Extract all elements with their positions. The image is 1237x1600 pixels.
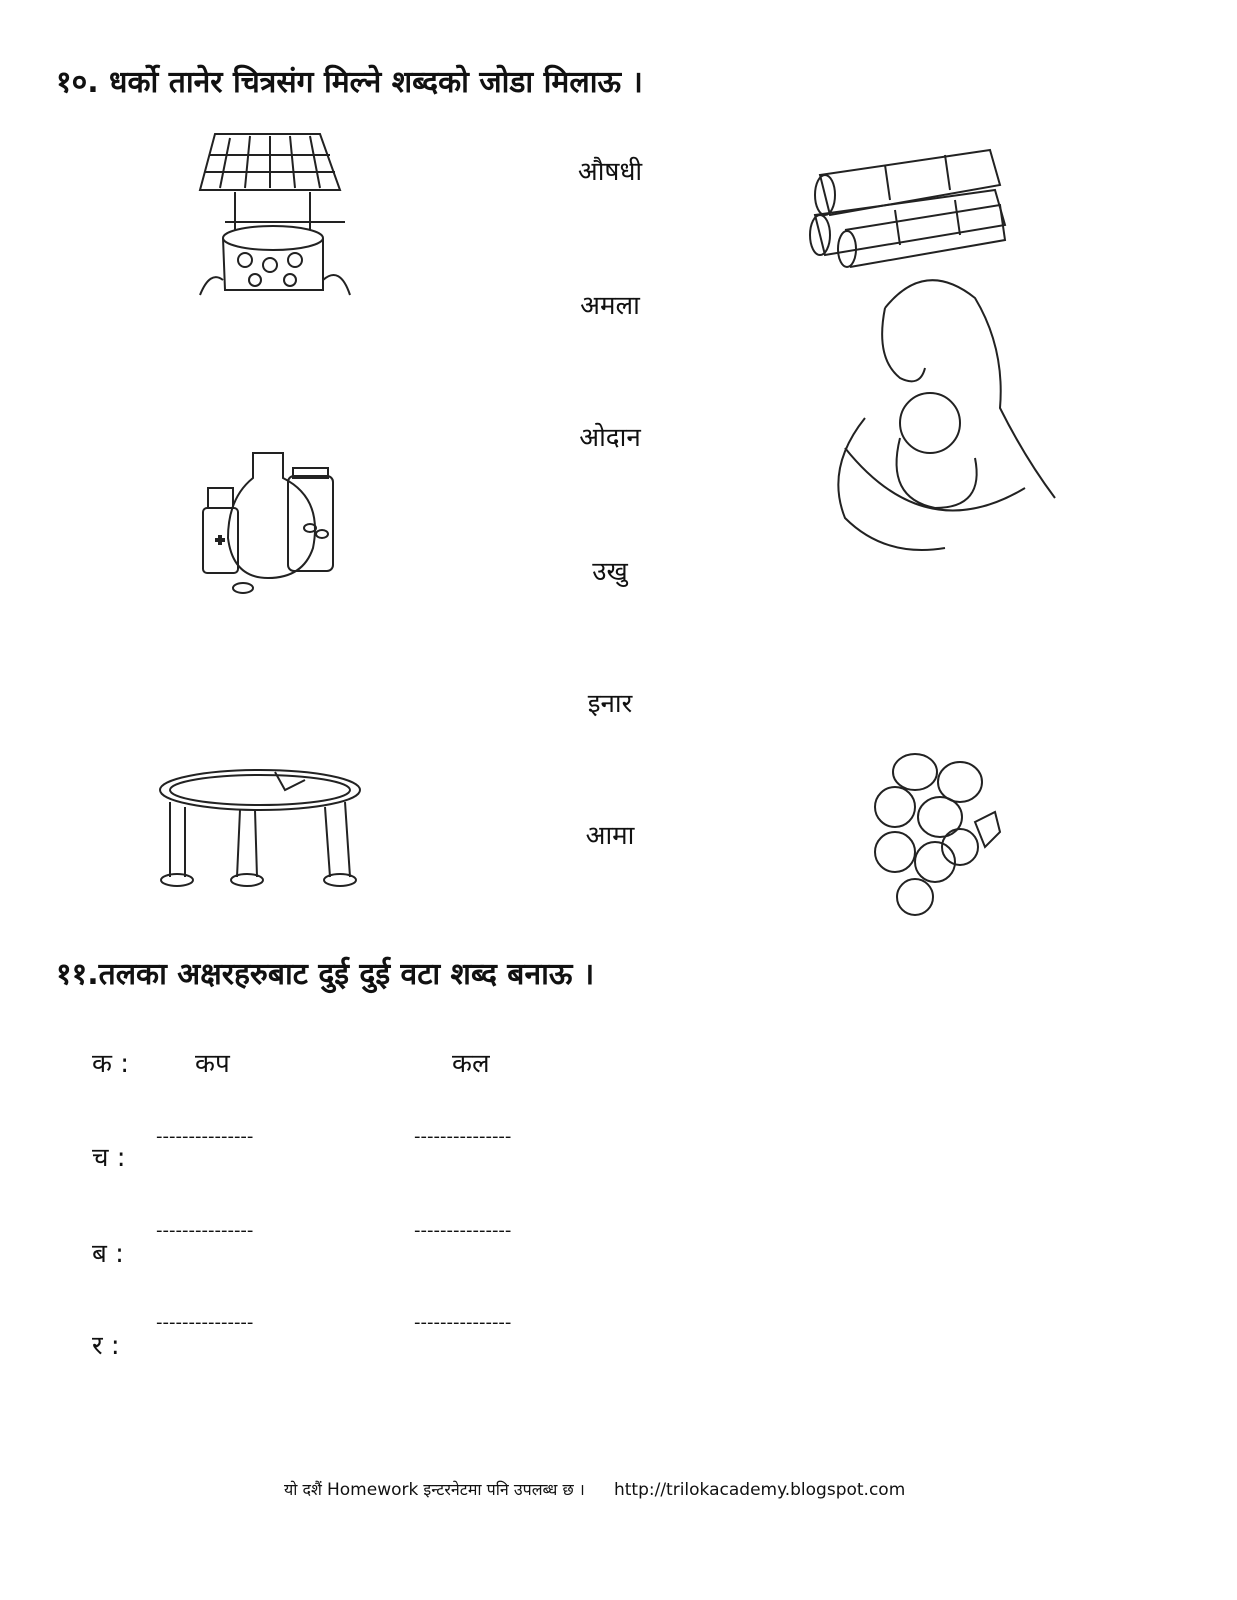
answer-blank-2[interactable]: ---------------	[414, 1126, 512, 1147]
mother-and-baby-picture	[825, 268, 1060, 558]
question-11-heading: ११.तलका अक्षरहरुबाट दुई दुई वटा शब्द बनाऊ ।	[56, 957, 595, 992]
answer-2: कल	[452, 1049, 490, 1079]
footer-text-post: इन्टरनेटमा पनि उपलब्ध छ ।	[423, 1480, 585, 1499]
footer-text-pre: यो दशैं	[284, 1480, 322, 1499]
answer-blank-1[interactable]: ---------------	[156, 1126, 254, 1147]
match-word: ओदान	[579, 423, 641, 453]
letter-label: ब :	[92, 1239, 124, 1269]
footer-url[interactable]: http://trilokacademy.blogspot.com	[613, 1480, 906, 1500]
match-word: उखु	[592, 557, 628, 587]
answer-1: कप	[195, 1049, 230, 1079]
well-picture	[195, 130, 355, 300]
hearth-stand-picture	[155, 762, 365, 892]
footer-text-en: Homework	[326, 1480, 419, 1500]
match-word: औषधी	[577, 157, 643, 187]
answer-blank-1[interactable]: ---------------	[156, 1312, 254, 1333]
letter-label: च :	[92, 1143, 126, 1173]
answer-blank-1[interactable]: ---------------	[156, 1220, 254, 1241]
sugarcane-picture	[805, 145, 1010, 270]
medicine-picture	[198, 448, 338, 598]
match-word: आमा	[585, 821, 635, 851]
answer-blank-2[interactable]: ---------------	[414, 1312, 512, 1333]
match-word: अमला	[580, 291, 640, 321]
question-10-heading: १०. धर्को तानेर चित्रसंग मिल्ने शब्दको जोडा मिलाऊ ।	[56, 65, 643, 100]
gooseberries-picture	[860, 752, 1005, 922]
answer-blank-2[interactable]: ---------------	[414, 1220, 512, 1241]
footer	[284, 1478, 905, 1500]
match-word: इनार	[587, 689, 633, 719]
letter-label: र :	[92, 1331, 120, 1361]
letter-label: क :	[92, 1049, 129, 1079]
